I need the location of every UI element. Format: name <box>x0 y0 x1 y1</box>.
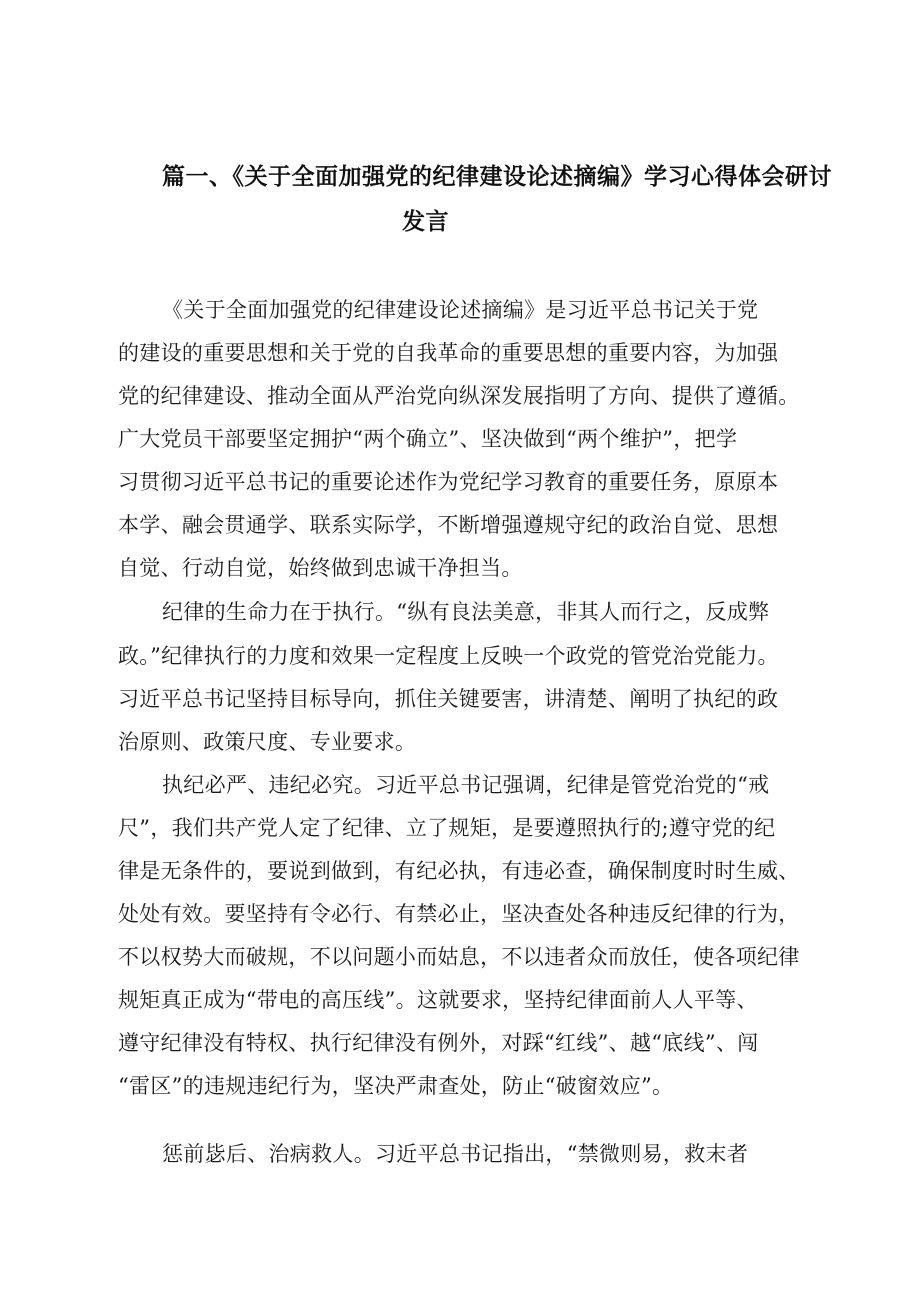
paragraph-3-line-8: “雷区”的违规违纪行为，坚决严肃查处，防止“破窗效应”。 <box>118 1074 674 1098</box>
paragraph-1-line-7: 自觉、行动自觉，始终做到忠诚干净担当。 <box>118 556 523 580</box>
paragraph-4-line-1: 惩前毖后、治病救人。习近平总书记指出，“禁微则易，救末者 <box>162 1142 749 1166</box>
paragraph-1-line-3: 党的纪律建设、推动全面从严治党向纵深发展指明了方向、提供了遵循。 <box>118 384 800 408</box>
document-title-line-2: 发言 <box>402 209 449 235</box>
paragraph-2-line-4: 治原则、政策尺度、专业要求。 <box>118 730 417 754</box>
paragraph-1-line-5: 习贯彻习近平总书记的重要论述作为党纪学习教育的重要任务，原原本 <box>118 470 779 494</box>
paragraph-3-line-2: 尺”，我们共产党人定了纪律、立了规矩，是要遵照执行的;遵守党的纪 <box>118 816 776 840</box>
paragraph-1-line-1: 《关于全面加强党的纪律建设论述摘编》是习近平总书记关于党 <box>162 298 759 322</box>
paragraph-3-line-5: 不以权势大而破规，不以问题小而姑息，不以违者众而放任，使各项纪律 <box>118 945 800 969</box>
document-title-line-1: 篇一、《关于全面加强党的纪律建设论述摘编》学习心得体会研讨 <box>162 164 832 190</box>
paragraph-2-line-2: 政。”纪律执行的力度和效果一定程度上反映一个政党的管党治党能力。 <box>118 644 779 668</box>
paragraph-2-line-1: 纪律的生命力在于执行。“纵有良法美意，非其人而行之，反成弊 <box>162 600 770 624</box>
paragraph-2-line-3: 习近平总书记坚持目标导向，抓住关键要害，讲清楚、阐明了执纪的政 <box>118 687 779 711</box>
paragraph-3-line-4: 处处有效。要坚持有令必行、有禁必止，坚决查处各种违反纪律的行为， <box>118 902 800 926</box>
paragraph-3-line-7: 遵守纪律没有特权、执行纪律没有例外，对踩“红线”、越“底线”、闯 <box>118 1031 759 1055</box>
paragraph-1-line-6: 本学、融会贯通学、联系实际学，不断增强遵规守纪的政治自觉、思想 <box>118 513 779 537</box>
paragraph-3-line-3: 律是无条件的，要说到做到，有纪必执，有违必查，确保制度时时生威、 <box>118 859 800 883</box>
paragraph-1-line-2: 的建设的重要思想和关于党的自我革命的重要思想的重要内容，为加强 <box>118 341 779 365</box>
paragraph-1-line-4: 广大党员干部要坚定拥护“两个确立”、坚决做到“两个维护”，把学 <box>118 427 738 451</box>
paragraph-3-line-6: 规矩真正成为“带电的高压线”。这就要求，坚持纪律面前人人平等、 <box>118 988 758 1012</box>
paragraph-3-line-1: 执纪必严、违纪必究。习近平总书记强调，纪律是管党治党的“戒 <box>162 773 770 797</box>
